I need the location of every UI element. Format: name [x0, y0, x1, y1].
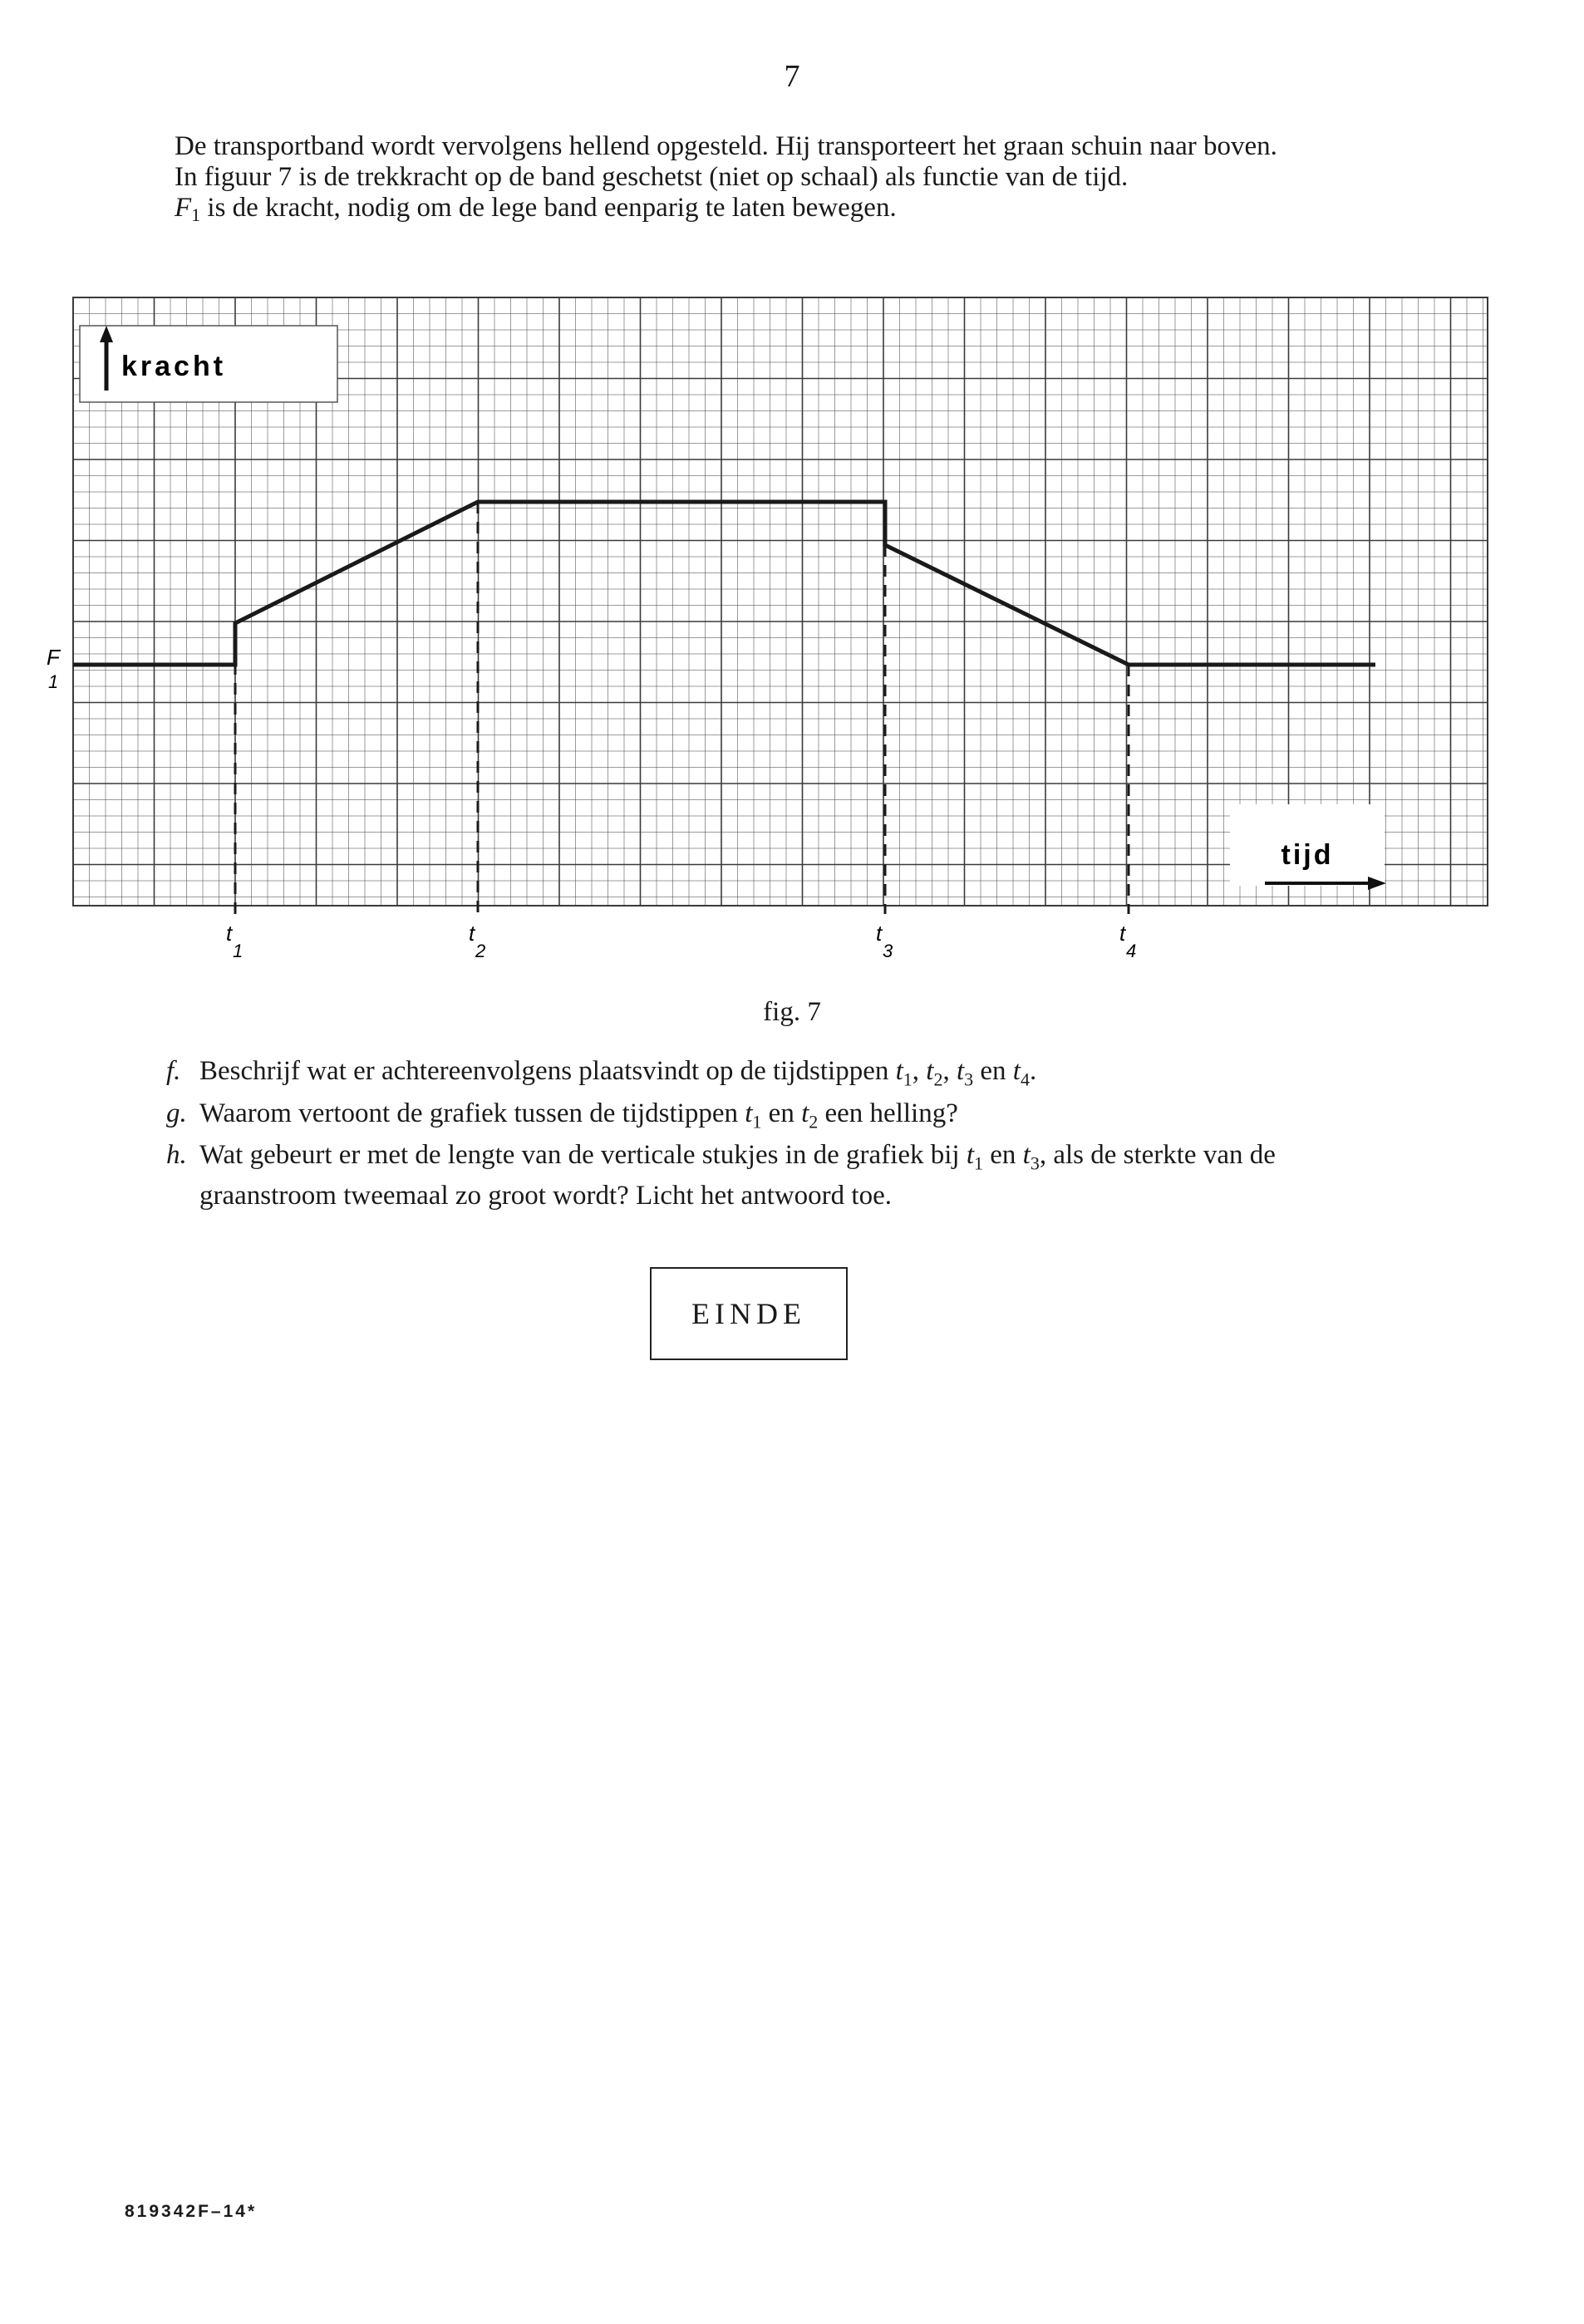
question-h — [166, 1139, 1380, 1211]
question-text: Wat gebeurt er met de lengte van de verticale stukjes in de grafiek bij — [199, 1140, 967, 1171]
time-labels — [226, 921, 1136, 961]
t2-label: t — [469, 921, 475, 946]
f1-axis-label: F — [47, 645, 60, 670]
t2-subscript: 2 — [475, 941, 486, 961]
question-text-joiner: , als de sterkte van de graanstroom tweemaal zo groot wordt? Licht het antwoord toe. — [199, 1140, 1276, 1211]
question-letter: g. — [166, 1098, 187, 1128]
t4-subscript: 4 — [1126, 941, 1137, 961]
t1-subscript: 1 — [233, 941, 244, 961]
page-number: 7 — [784, 59, 800, 94]
time-var: $t_3$ — [1022, 1140, 1040, 1174]
question-text-joiner: een helling? — [818, 1098, 958, 1128]
time-var: $t_4$ — [1012, 1056, 1030, 1090]
question-text: Waarom vertoont de grafiek tussen de tijdstippen — [199, 1098, 745, 1128]
f1-axis-subscript: 1 — [48, 671, 59, 692]
footer-code: 819342F–14* — [125, 2202, 258, 2221]
time-var: $t_1$ — [745, 1098, 762, 1133]
question-text: Beschrijf wat er achtereenvolgens plaatsvindt op de tijdstippen — [199, 1056, 896, 1086]
question-text-joiner: , — [912, 1056, 927, 1086]
force-curve — [73, 502, 1375, 665]
x-axis-label: tijd — [1281, 839, 1334, 871]
question-letter: f. — [166, 1056, 181, 1086]
force-time-graph — [0, 0, 1584, 980]
question-text-joiner: en — [973, 1056, 1013, 1086]
t3-subscript: 3 — [883, 941, 893, 961]
t3-label: t — [876, 921, 883, 946]
time-var: $t_1$ — [895, 1056, 913, 1090]
question-text-joiner: en — [761, 1098, 802, 1128]
f1-symbol: F — [175, 193, 192, 223]
time-var: $t_2$ — [801, 1098, 819, 1133]
intro-line-2: In figuur 7 is de trekkracht op de band geschetst (niet op schaal) als functie van de tijd. — [175, 162, 1129, 192]
time-var: $t_2$ — [926, 1056, 943, 1090]
time-markers — [235, 502, 1129, 914]
question-text-joiner: . — [1029, 1056, 1037, 1086]
t1-label: t — [226, 921, 233, 946]
question-text-joiner: , — [942, 1056, 957, 1086]
question-text-joiner: en — [982, 1140, 1023, 1171]
figure-caption: fig. 7 — [763, 997, 821, 1027]
y-axis-label: kracht — [121, 351, 227, 382]
t4-label: t — [1119, 921, 1126, 946]
question-f — [166, 1055, 1380, 1096]
question-letter: h. — [166, 1140, 187, 1171]
intro-line-3-rest: is de kracht, nodig om de lege band eenparig te laten bewegen. — [200, 193, 897, 223]
end-box: EINDE — [650, 1267, 848, 1360]
time-var: $t_3$ — [956, 1056, 974, 1090]
intro-line-1: De transportband wordt vervolgens hellend opgesteld. Hij transporteert het graan schuin naar boven. — [175, 131, 1277, 161]
time-var: $t_1$ — [966, 1140, 983, 1174]
question-g — [166, 1098, 1380, 1138]
f1-subscript: 1 — [191, 204, 201, 225]
questions-list — [166, 1055, 1380, 1213]
